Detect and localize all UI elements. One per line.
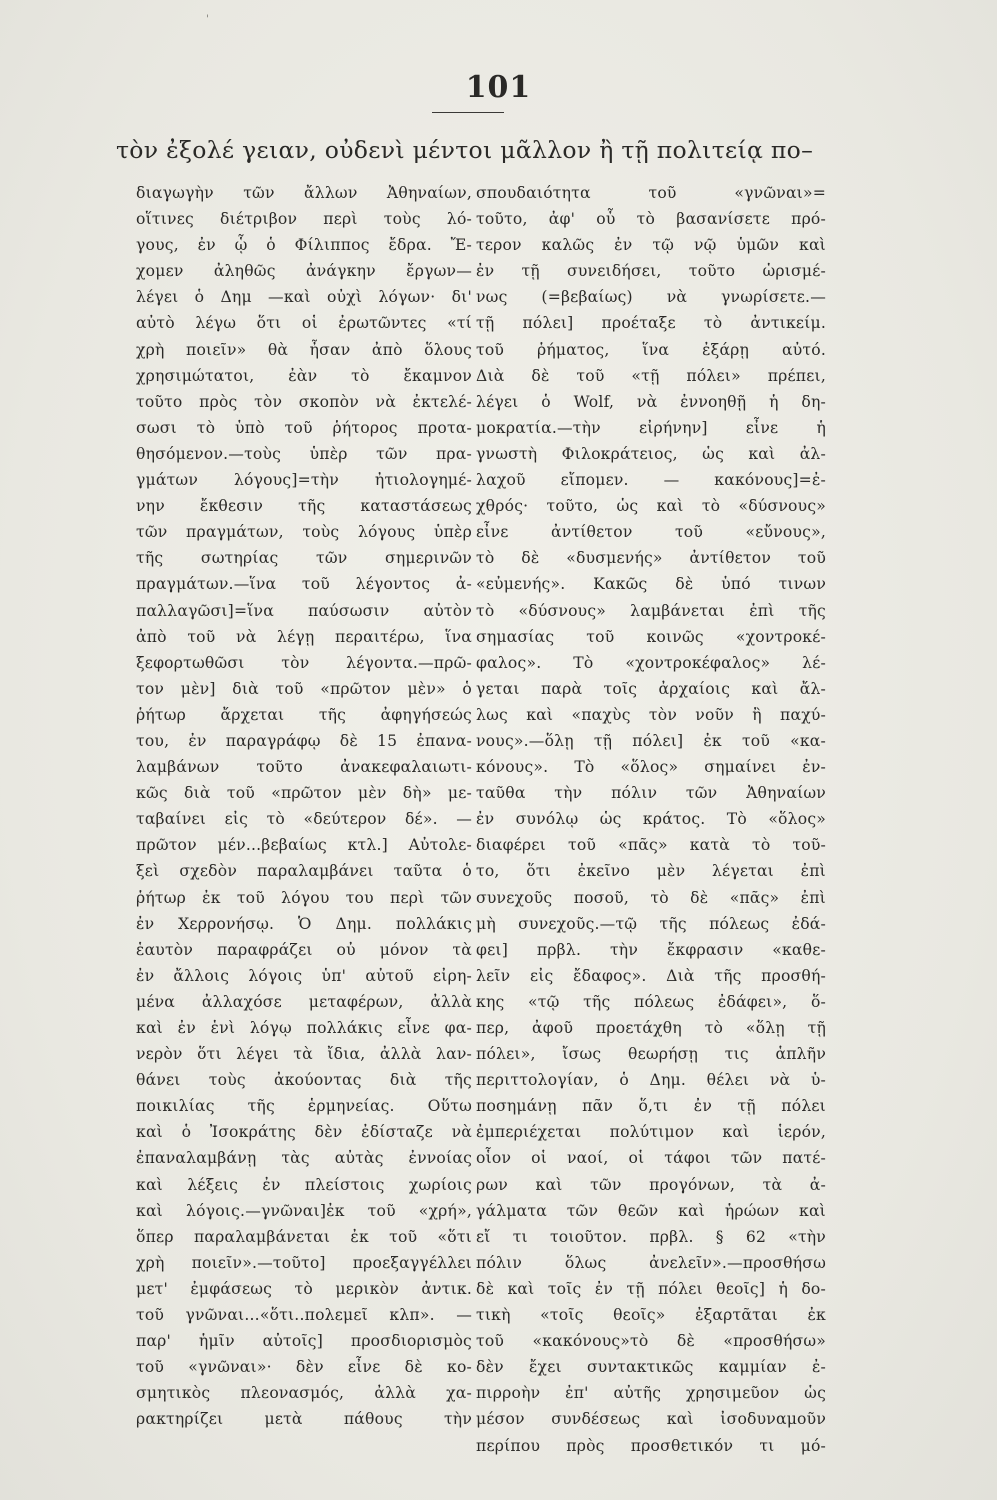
text-line: καὶ ἐν ἑνὶ λόγῳ πολλάκις εἶνε φα- (136, 1019, 472, 1037)
text-line: γους, ἐν ᾧ ὁ Φίλιππος ἔδρα. Ἔ- (136, 236, 472, 255)
text-line: τον μὲν] διὰ τοῦ «πρῶτον μὲν» ὁ (136, 679, 472, 698)
text-line: μοκρατία.—τὴν εἰρήνην] εἶνε ἡ (476, 418, 826, 437)
text-line: νως (=βεβαίως) νὰ γνωρίσετε.— (476, 288, 826, 307)
text-line: κόνους». Τὸ «ὅλος» σημαίνει ἐν- (476, 758, 826, 777)
text-line: νερὸν ὅτι λέγει τὰ ἴδια, ἀλλὰ λαν- (136, 1045, 472, 1064)
text-line: «εὐμενής». Κακῶς δὲ ὑπό τινων (476, 575, 826, 594)
text-line: πόλει», ἴσως θεωρήσῃ τις ἁπλῆν (476, 1045, 826, 1064)
text-line: τοῦ γνῶναι...«ὅτι..πολεμεῖ κλπ». — (136, 1306, 472, 1325)
text-line: λως καὶ «παχὺς τὸν νοῦν ἢ παχύ- (476, 705, 826, 724)
text-line: πραγμάτων.—ἵνα τοῦ λέγοντος ἀ- (136, 575, 472, 594)
text-line: φαλος». Τὸ «χοντροκέφαλος» λέ- (476, 653, 826, 672)
text-line: τικὴ «τοῖς θεοῖς» ἐξαρτᾶται ἐκ (476, 1306, 826, 1325)
text-line: θάνει τοὺς ἀκούοντας διὰ τῆς (136, 1071, 472, 1090)
text-line: εἶνε ἀντίθετον τοῦ «εὔνους», (476, 523, 826, 542)
text-line: ξεφορτωθῶσι τὸν λέγοντα.—πρῶ- (136, 653, 472, 672)
text-line: τοῦ «γνῶναι»· δὲν εἶνε δὲ κο- (136, 1358, 472, 1377)
text-line: πιρροὴν ἐπ' αὐτῆς χρησιμεῦον ὡς (476, 1384, 826, 1403)
text-line: γεται παρὰ τοῖς ἀρχαίοις καὶ ἄλ- (476, 679, 826, 698)
text-line: οἷον οἱ ναοί, οἱ τάφοι τῶν πατέ- (476, 1149, 826, 1168)
text-line: διαφέρει τοῦ «πᾶς» κατὰ τὸ τοῦ- (476, 836, 826, 855)
text-line: καὶ λόγοις.—γνῶναι]ἐκ τοῦ «χρή», (136, 1201, 472, 1220)
text-line: τῆς σωτηρίας τῶν σημερινῶν (136, 549, 472, 568)
text-line: τῶν πραγμάτων, τοὺς λόγους ὑπὲρ (136, 523, 472, 542)
text-line: παλλαγῶσι]=ἵνα παύσωσιν αὐτὸν (136, 601, 472, 620)
text-line: γάλματα τῶν θεῶν καὶ ἡρώων καὶ (476, 1201, 826, 1220)
text-line: ἐν ἄλλοις λόγοις ὑπ' αὐτοῦ εἰρη- (136, 966, 472, 985)
text-line: νην ἔκθεσιν τῆς καταστάσεως (136, 497, 472, 516)
text-line: σπουδαιότητα τοῦ «γνῶναι»= (476, 184, 826, 202)
text-line: δὲ καὶ τοῖς ἐν τῇ πόλει θεοῖς] ἡ δο- (476, 1279, 826, 1298)
text-line: τοῦτο, ἀφ' οὗ τὸ βασανίσετε πρό- (476, 210, 826, 229)
text-line: πόλιν ὅλως ἀνελεῖν».—προσθήσω (476, 1253, 826, 1272)
text-line: σωσι τὸ ὑπὸ τοῦ ῥήτορος προτα- (136, 418, 472, 437)
text-line: Διὰ δὲ τοῦ «τῇ πόλει» πρέπει, (476, 366, 826, 385)
text-line: ταβαίνει εἰς τὸ «δεύτερον δέ». — (136, 810, 472, 829)
text-line: μὴ συνεχοῦς.—τῷ τῆς πόλεως ἐδά- (476, 914, 826, 933)
text-line: ρων καὶ τῶν προγόνων, τὰ ἀ- (476, 1175, 826, 1194)
text-line: ἐν Χερρονήσῳ. Ὁ Δημ. πολλάκις (136, 914, 472, 933)
text-line: γνωστὴ Φιλοκράτειος, ὡς καὶ ἀλ- (476, 444, 826, 463)
text-line: τοῦ ῥήματος, ἵνα ἐξάρῃ αὐτό. (476, 340, 826, 359)
text-line: σμητικὸς πλεονασμός, ἀλλὰ χα- (136, 1384, 472, 1403)
right-column (476, 180, 826, 1459)
text-line: ἐν τῇ συνειδήσει, τοῦτο ὡρισμέ- (476, 262, 826, 281)
text-line: μετ' ἐμφάσεως τὸ μερικὸν ἀντικ. (136, 1279, 472, 1298)
text-line: χρὴ ποιεῖν».—τοῦτο] προεξαγγέλλει (136, 1253, 472, 1272)
text-line: ῥήτωρ ἄρχεται τῆς ἀφηγήσεώς (136, 705, 472, 724)
running-headline: τὸν ἐξολέ γειαν, οὐδενὶ μέντοι μᾶλλον ἢ τῇ πολιτείᾳ πο– (116, 136, 814, 164)
text-line: περιττολογίαν, ὁ Δημ. θέλει νὰ ὑ- (476, 1071, 826, 1090)
text-line: τὸ δὲ «δυσμενής» ἀντίθετον τοῦ (476, 549, 826, 568)
text-line: χρὴ ποιεῖν» θὰ ἦσαν ἀπὸ ὅλους (136, 340, 472, 359)
text-line: ἀπὸ τοῦ νὰ λέγῃ περαιτέρω, ἵνα (136, 627, 472, 646)
text-line: περίπου πρὸς προσθετικόν τι μό- (476, 1436, 826, 1455)
text-line: μένα ἀλλαχόσε μεταφέρων, ἀλλὰ (136, 992, 472, 1011)
text-line: τοῦ «κακόνους»τὸ δὲ «προσθήσω» (476, 1332, 826, 1351)
text-line: εἴ τι τοιοῦτον. πρβλ. § 62 «τὴν (476, 1227, 826, 1246)
text-line: λέγει ὁ Δημ —καὶ οὐχὶ λόγων· δι' (136, 288, 472, 307)
text-line: θησόμενον.—τοὺς ὑπὲρ τῶν πρα- (136, 444, 472, 463)
text-line: γμάτων λόγους]=τὴν ἠτιολογημέ- (136, 471, 472, 490)
text-line: λέγει ὁ Wolf, νὰ ἐννοηθῇ ἡ δη- (476, 392, 826, 411)
text-line: φει] πρβλ. τὴν ἔκφρασιν «καθε- (476, 940, 826, 959)
text-line: ποσημάνῃ πᾶν ὅ,τι ἐν τῇ πόλει (476, 1097, 826, 1116)
text-line: διαγωγὴν τῶν ἄλλων Ἀθηναίων, (136, 184, 472, 202)
text-line: παρ' ἡμῖν αὐτοῖς] προσδιορισμὸς (136, 1332, 472, 1351)
page-number-rule (432, 112, 504, 113)
text-line: οἵτινες διέτριβον περὶ τοὺς λό- (136, 210, 472, 229)
text-line: περ, ἀφοῦ προετάχθη τὸ «ὅλῃ τῇ (476, 1019, 826, 1037)
text-line: ῥήτωρ ἐκ τοῦ λόγου του περὶ τῶν (136, 888, 472, 907)
text-line: χομεν ἀληθῶς ἀνάγκην ἔργων— (136, 262, 472, 281)
text-line: αὐτὸ λέγω ὅτι οἱ ἐρωτῶντες «τί (136, 314, 472, 333)
text-line: ξεὶ σχεδὸν παραλαμβάνει ταῦτα ὁ (136, 862, 472, 881)
text-line: χθρός· τοῦτο, ὡς καὶ τὸ «δύσνους» (476, 497, 826, 516)
text-line: ἐπαναλαμβάνῃ τὰς αὐτὰς ἐννοίας (136, 1149, 472, 1168)
text-line: ταῦθα τὴν πόλιν τῶν Ἀθηναίων (476, 784, 826, 803)
text-line: κῶς διὰ τοῦ «πρῶτον μὲν δὴ» με- (136, 784, 472, 803)
text-line: τῇ πόλει] προέταξε τὸ ἀντικείμ. (476, 314, 826, 333)
text-line: κης «τῷ τῆς πόλεως ἐδάφει», ὅ- (476, 992, 826, 1011)
text-line: τὸ «δύσνους» λαμβάνεται ἐπὶ τῆς (476, 601, 826, 620)
margin-mark: ' (206, 14, 209, 25)
text-line: καὶ λέξεις ἐν πλείστοις χωρίοις (136, 1175, 472, 1194)
text-line: τοῦτο πρὸς τὸν σκοπὸν νὰ ἐκτελέ- (136, 392, 472, 411)
text-line: ἐν συνόλῳ ὡς κράτος. Τὸ «ὅλος» (476, 810, 826, 829)
text-line: ὅπερ παραλαμβάνεται ἐκ τοῦ «ὅτι (136, 1227, 472, 1246)
text-line: ποικιλίας τῆς ἑρμηνείας. Οὕτω (136, 1097, 472, 1116)
text-line: τερον καλῶς ἐν τῷ νῷ ὑμῶν καὶ (476, 236, 826, 255)
text-line: μέσον συνδέσεως καὶ ἰσοδυναμοῦν (476, 1410, 826, 1429)
left-column (136, 180, 472, 1433)
text-line: λεῖν εἰς ἔδαφος». Διὰ τῆς προσθή- (476, 966, 826, 985)
text-line: του, ἐν παραγράφῳ δὲ 15 ἐπανα- (136, 731, 472, 750)
text-line: ἑαυτὸν παραφράζει οὐ μόνον τὰ (136, 940, 472, 959)
text-line: πρῶτον μέν...βεβαίως κτλ.] Αὐτολε- (136, 836, 472, 855)
text-line: καὶ ὁ Ἰσοκράτης δὲν ἐδίσταζε νὰ (136, 1123, 472, 1142)
text-line: σημασίας τοῦ κοινῶς «χοντροκέ- (476, 627, 826, 646)
text-line: χρησιμώτατοι, ἐὰν τὸ ἔκαμνον (136, 366, 472, 385)
text-line: το, ὅτι ἐκεῖνο μὲν λέγεται ἐπὶ (476, 862, 826, 881)
page-number: 101 (465, 70, 532, 105)
text-line: ρακτηρίζει μετὰ πάθους τὴν (136, 1410, 472, 1429)
text-line: ἐμπεριέχεται πολύτιμον καὶ ἱερόν, (476, 1123, 826, 1142)
text-line: λαμβάνων τοῦτο ἀνακεφαλαιωτι- (136, 758, 472, 777)
text-line: δὲν ἔχει συντακτικῶς καμμίαν ἐ- (476, 1358, 826, 1377)
text-line: συνεχοῦς ποσοῦ, τὸ δὲ «πᾶς» ἐπὶ (476, 888, 826, 907)
text-line: νους».—ὅλῃ τῇ πόλει] ἐκ τοῦ «κα- (476, 731, 826, 750)
text-line: λαχοῦ εἴπομεν. — κακόνους]=ἐ- (476, 471, 826, 490)
